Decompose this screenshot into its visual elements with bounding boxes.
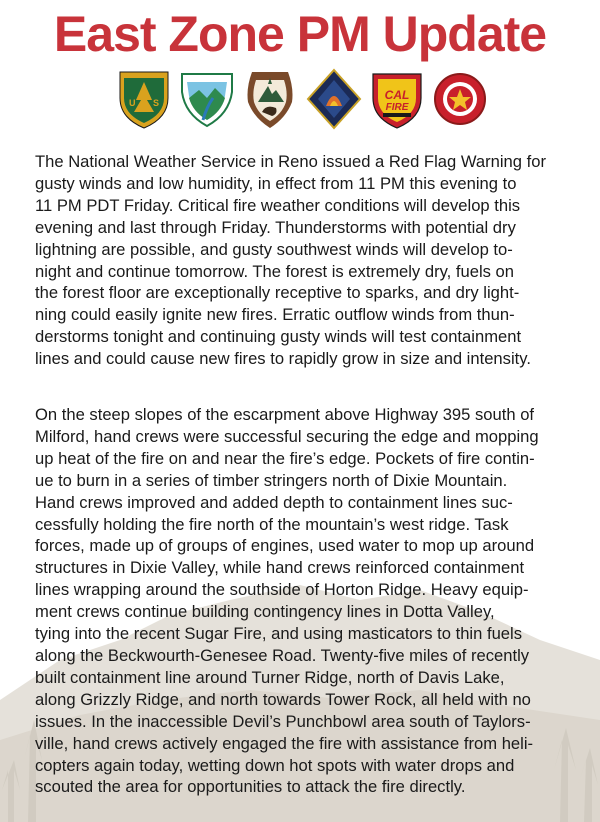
text-line: lines and could cause new fires to rapidly grow in size and intensity. [35, 349, 531, 369]
text-line: gusty winds and low humidity, in effect from 11 PM this evening to [35, 173, 517, 193]
text-line: scouted the area for opportunities to attack the fire directly. [35, 777, 466, 797]
fire-department-badge-icon [432, 68, 488, 130]
text-line: cessfully holding the fire north of the mountain’s west ridge. Task [35, 514, 509, 534]
text-line: ning could easily ignite new fires. Erratic outflow winds from thun- [35, 305, 515, 325]
svg-text:CAL: CAL [384, 88, 410, 102]
text-line: built containment line around Turner Ridge, north of Davis Lake, [35, 667, 505, 687]
national-park-service-arrowhead-icon [242, 68, 298, 130]
text-line: ue to burn in a series of timber stringers north of Dixie Mountain. [35, 470, 508, 490]
text-line: lines wrapping around the southside of Horton Ridge. Heavy equip- [35, 580, 529, 600]
fire-agency-diamond-icon [306, 68, 362, 130]
text-line: 11 PM PDT Friday. Critical fire weather conditions will develop this [35, 195, 521, 215]
forest-service-shield-icon [116, 68, 172, 130]
svg-text:S: S [153, 98, 160, 108]
paragraph-weather [35, 151, 579, 370]
text-line: Hand crews improved and added depth to containment lines suc- [35, 492, 513, 512]
text-line: derstorms tonight and continuing gusty winds will test containment [35, 327, 522, 347]
text-line: up heat of the fire on and near the fire’s edge. Pockets of fire contin- [35, 448, 535, 468]
text-line: along the Beckwourth-Genesee Road. Twenty-five miles of recently [35, 645, 530, 665]
text-line: On the steep slopes of the escarpment above Highway 395 south of [35, 405, 535, 424]
text-line: along Grizzly Ridge, and north towards Tower Rock, all held with no [35, 689, 531, 709]
text-line: night and continue tomorrow. The forest is extremely dry, fuels on [35, 261, 514, 281]
text-line: ment crews continue building contingency lines in Dotta Valley, [35, 602, 495, 622]
page-title: East Zone PM Update [53, 6, 547, 62]
agency-logo-row [116, 66, 488, 132]
text-line: forces, made up of groups of engines, used water to mop up around [35, 536, 535, 556]
text-line: lightning are possible, and gusty southwest winds will develop to- [35, 239, 513, 259]
text-line: structures in Dixie Valley, while hand crews reinforced containment [35, 558, 525, 578]
text-line: evening and last through Friday. Thunderstorms with potential dry [35, 217, 516, 237]
text-line: issues. In the inaccessible Devil’s Punchbowl area south of Taylors- [35, 711, 531, 731]
svg-text:FIRE: FIRE [385, 102, 409, 113]
text-line: the forest floor are exceptionally receptive to sparks, and dry light- [35, 283, 520, 303]
land-management-shield-icon [179, 68, 235, 130]
text-line: ville, hand crews actively engaged the fire with assistance from heli- [35, 733, 534, 753]
text-line: copters again today, wetting down hot spots with water drops and [35, 755, 515, 775]
paragraph-operations [35, 404, 579, 798]
text-line: tying into the recent Sugar Fire, and using masticators to thin fuels [35, 624, 523, 644]
cal-fire-shield-icon [369, 68, 425, 130]
text-line: Milford, hand crews were successful securing the edge and mopping [35, 426, 539, 446]
text-line: The National Weather Service in Reno issued a Red Flag Warning for [35, 152, 546, 171]
svg-text:U: U [129, 98, 136, 108]
